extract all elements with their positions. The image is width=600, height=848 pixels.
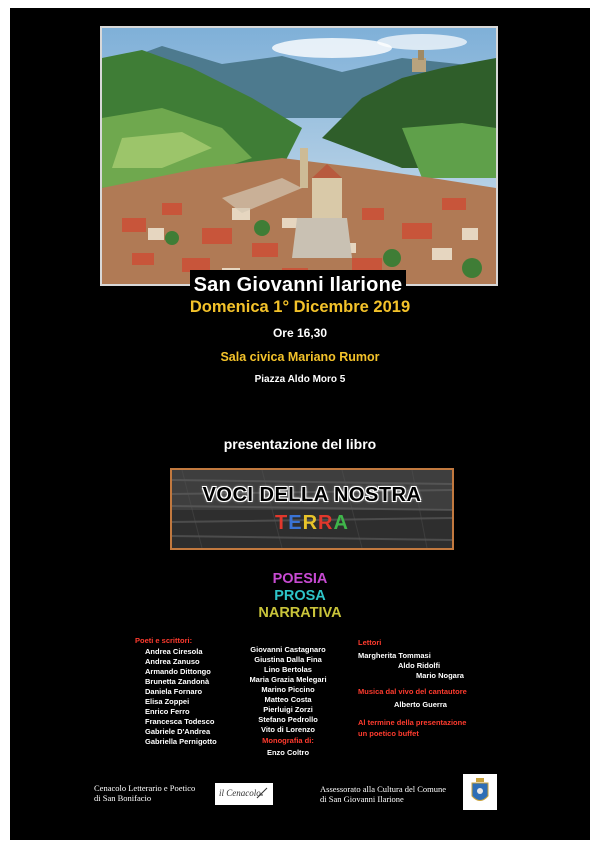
event-venue: Sala civica Mariano Rumor [220, 350, 380, 364]
event-time: Ore 16,30 [272, 326, 328, 340]
town-photo [100, 26, 498, 286]
reader-name: Margherita Tommasi [358, 651, 431, 660]
genre-poesia: POESIA [272, 571, 328, 587]
event-address: Piazza Aldo Moro 5 [254, 374, 346, 385]
presentation-heading: presentazione del libro [223, 436, 377, 452]
comune-crest [463, 774, 497, 810]
reader-name: Mario Nogara [416, 671, 464, 680]
author-name: Giovanni Castagnaro [250, 645, 326, 654]
author-name: Enrico Ferro [145, 707, 190, 716]
quill-icon [255, 786, 269, 800]
author-name: Francesca Todesco [145, 717, 215, 726]
authors-column-2 [236, 645, 340, 758]
book-title-line2 [172, 512, 452, 535]
event-date: Domenica 1° Dicembre 2019 [189, 298, 411, 316]
author-name: Daniela Fornaro [145, 687, 203, 696]
author-name: Armando Dittongo [145, 667, 211, 676]
genre-prosa: PROSA [274, 588, 326, 604]
author-name: Brunetta Zandonà [145, 677, 210, 686]
footer-left-line2: di San Bonifacio [94, 793, 152, 803]
author-name: Marino Piccino [261, 685, 315, 694]
crest-icon [463, 774, 497, 810]
genre-narrativa: NARRATIVA [258, 605, 342, 621]
book-title-letter: T [275, 512, 289, 534]
music-name: Alberto Guerra [394, 700, 447, 709]
author-name: Pierluigi Zorzi [263, 705, 313, 714]
closing-line1: Al termine della presentazione [358, 718, 467, 727]
place-title: San Giovanni Ilarione [190, 270, 406, 300]
cenacolo-logo-text: il Cenacolo [219, 788, 261, 798]
authors-heading: Poeti e scrittori: [135, 636, 193, 645]
book-title-box [170, 468, 454, 550]
book-title-line1: VOCI DELLA NOSTRA [202, 484, 422, 506]
author-name: Vito di Lorenzo [260, 725, 316, 734]
book-title-letter: R [318, 512, 334, 534]
author-name: Gabriele D'Andrea [145, 727, 211, 736]
monografia-heading: Monografia di: [262, 736, 314, 745]
authors-column-1 [135, 636, 217, 747]
town-illustration [102, 28, 496, 284]
book-title-letter: R [302, 512, 319, 534]
monografia-name: Enzo Coltro [266, 748, 310, 757]
footer-right-text [320, 784, 446, 804]
readers-column [358, 638, 498, 739]
book-title-letter: E [288, 512, 303, 534]
readers-heading: Lettori [358, 638, 382, 647]
author-name: Lino Bertolas [264, 665, 312, 674]
author-name: Elisa Zoppei [145, 697, 190, 706]
cenacolo-logo [215, 783, 273, 805]
chalk-texture [172, 470, 452, 548]
footer-right-line2: di San Giovanni Ilarione [320, 794, 404, 804]
footer-left-line1: Cenacolo Letterario e Poetico [94, 783, 196, 793]
poster [10, 8, 590, 840]
closing-line2: un poetico buffet [358, 729, 419, 738]
author-name: Matteo Costa [264, 695, 312, 704]
author-name: Andrea Ciresola [145, 647, 203, 656]
music-heading: Musica dal vivo del cantautore [358, 687, 467, 696]
author-name: Maria Grazia Melegari [249, 675, 327, 684]
author-name: Stefano Pedrollo [258, 715, 318, 724]
book-title-letter: A [333, 512, 349, 534]
footer-right-line1: Assessorato alla Cultura del Comune [320, 784, 447, 794]
author-name: Gabriella Pernigotto [145, 737, 217, 746]
footer-left-text [94, 783, 195, 803]
author-name: Andrea Zanuso [145, 657, 200, 666]
reader-name: Aldo Ridolfi [398, 661, 441, 670]
author-name: Giustina Dalla Fina [254, 655, 322, 664]
